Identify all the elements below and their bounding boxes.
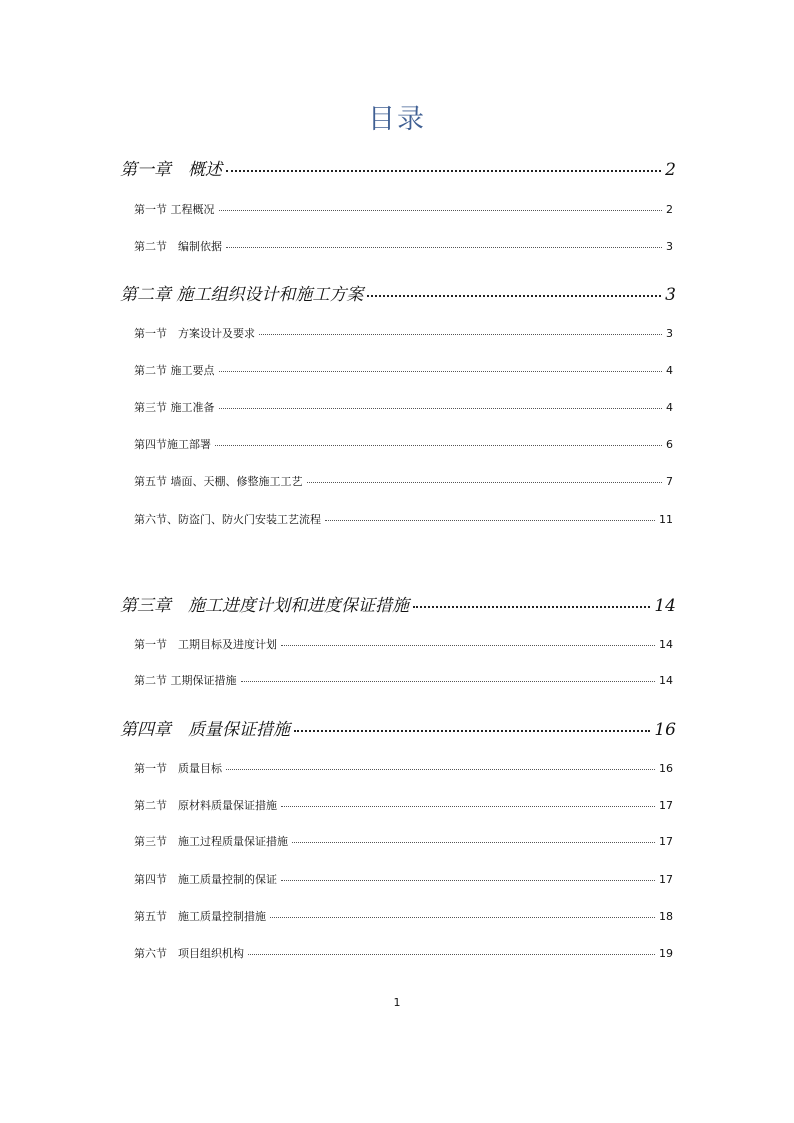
section-label: 第一节 质量目标 [134, 762, 222, 775]
toc-section-1-2[interactable] [134, 238, 673, 254]
dot-leader [270, 917, 655, 918]
section-page: 6 [666, 438, 673, 451]
section-page: 14 [659, 638, 673, 651]
dot-leader [248, 954, 655, 955]
section-label: 第二节 编制依据 [134, 240, 222, 253]
chapter-label: 第四章 质量保证措施 [120, 720, 290, 740]
toc-section-2-6[interactable] [134, 511, 673, 527]
toc-section-2-5[interactable] [134, 473, 673, 489]
dot-leader [413, 606, 650, 608]
page-number: 1 [393, 996, 401, 1009]
section-label: 第四节 施工质量控制的保证 [134, 873, 277, 886]
section-page: 17 [659, 835, 673, 848]
toc-section-2-3[interactable] [134, 399, 673, 415]
section-label: 第三节 施工过程质量保证措施 [134, 835, 288, 848]
section-page: 14 [659, 674, 673, 687]
dot-leader [292, 842, 655, 843]
section-label: 第五节 墙面、天棚、修整施工工艺 [134, 475, 303, 488]
toc-section-1-1[interactable] [134, 201, 673, 217]
toc-section-4-1[interactable] [134, 760, 673, 776]
toc-section-2-1[interactable] [134, 325, 673, 341]
dot-leader [226, 769, 655, 770]
section-label: 第六节、防盗门、防火门安装工艺流程 [134, 513, 321, 526]
section-page: 4 [666, 401, 673, 414]
chapter-page: 14 [654, 596, 676, 616]
section-label: 第四节施工部署 [134, 438, 211, 451]
section-page: 16 [659, 762, 673, 775]
section-page: 3 [666, 327, 673, 340]
section-page: 3 [666, 240, 673, 253]
section-page: 4 [666, 364, 673, 377]
dot-leader [219, 408, 663, 409]
dot-leader [281, 806, 655, 807]
dot-leader [294, 730, 650, 732]
dot-leader [219, 210, 663, 211]
section-label: 第六节 项目组织机构 [134, 947, 244, 960]
section-label: 第五节 施工质量控制措施 [134, 910, 266, 923]
section-label: 第二节 施工要点 [134, 364, 215, 377]
section-page: 19 [659, 947, 673, 960]
section-page: 17 [659, 799, 673, 812]
toc-chapter-2[interactable] [120, 280, 676, 305]
section-label: 第一节 工期目标及进度计划 [134, 638, 277, 651]
toc-chapter-1[interactable] [120, 155, 676, 180]
chapter-page: 16 [654, 720, 676, 740]
section-page: 18 [659, 910, 673, 923]
chapter-page: 2 [665, 160, 676, 180]
toc-section-3-1[interactable] [134, 636, 673, 652]
section-page: 11 [659, 513, 673, 526]
section-label: 第一节 工程概况 [134, 203, 215, 216]
toc-section-4-3[interactable] [134, 833, 673, 849]
dot-leader [367, 295, 661, 297]
chapter-label: 第二章 施工组织设计和施工方案 [120, 285, 364, 305]
toc-section-3-2[interactable] [134, 672, 673, 688]
section-page: 17 [659, 873, 673, 886]
dot-leader [259, 334, 662, 335]
dot-leader [226, 170, 661, 172]
section-label: 第一节 方案设计及要求 [134, 327, 255, 340]
dot-leader [281, 645, 655, 646]
toc-section-4-6[interactable] [134, 945, 673, 961]
toc-chapter-3[interactable] [120, 591, 676, 616]
dot-leader [215, 445, 662, 446]
toc-section-2-4[interactable] [134, 436, 673, 452]
section-page: 7 [666, 475, 673, 488]
dot-leader [226, 247, 662, 248]
chapter-page: 3 [665, 285, 676, 305]
dot-leader [307, 482, 663, 483]
toc-chapter-4[interactable] [120, 715, 676, 740]
chapter-label: 第一章 概述 [120, 160, 222, 180]
section-label: 第二节 原材料质量保证措施 [134, 799, 277, 812]
section-label: 第三节 施工准备 [134, 401, 215, 414]
toc-section-4-5[interactable] [134, 908, 673, 924]
toc-section-4-4[interactable] [134, 871, 673, 887]
toc-section-2-2[interactable] [134, 362, 673, 378]
dot-leader [219, 371, 663, 372]
chapter-label: 第三章 施工进度计划和进度保证措施 [120, 596, 409, 616]
toc-title: 目录 [368, 104, 426, 135]
dot-leader [325, 520, 655, 521]
section-page: 2 [666, 203, 673, 216]
dot-leader [241, 681, 656, 682]
toc-section-4-2[interactable] [134, 797, 673, 813]
section-label: 第二节 工期保证措施 [134, 674, 237, 687]
dot-leader [281, 880, 655, 881]
